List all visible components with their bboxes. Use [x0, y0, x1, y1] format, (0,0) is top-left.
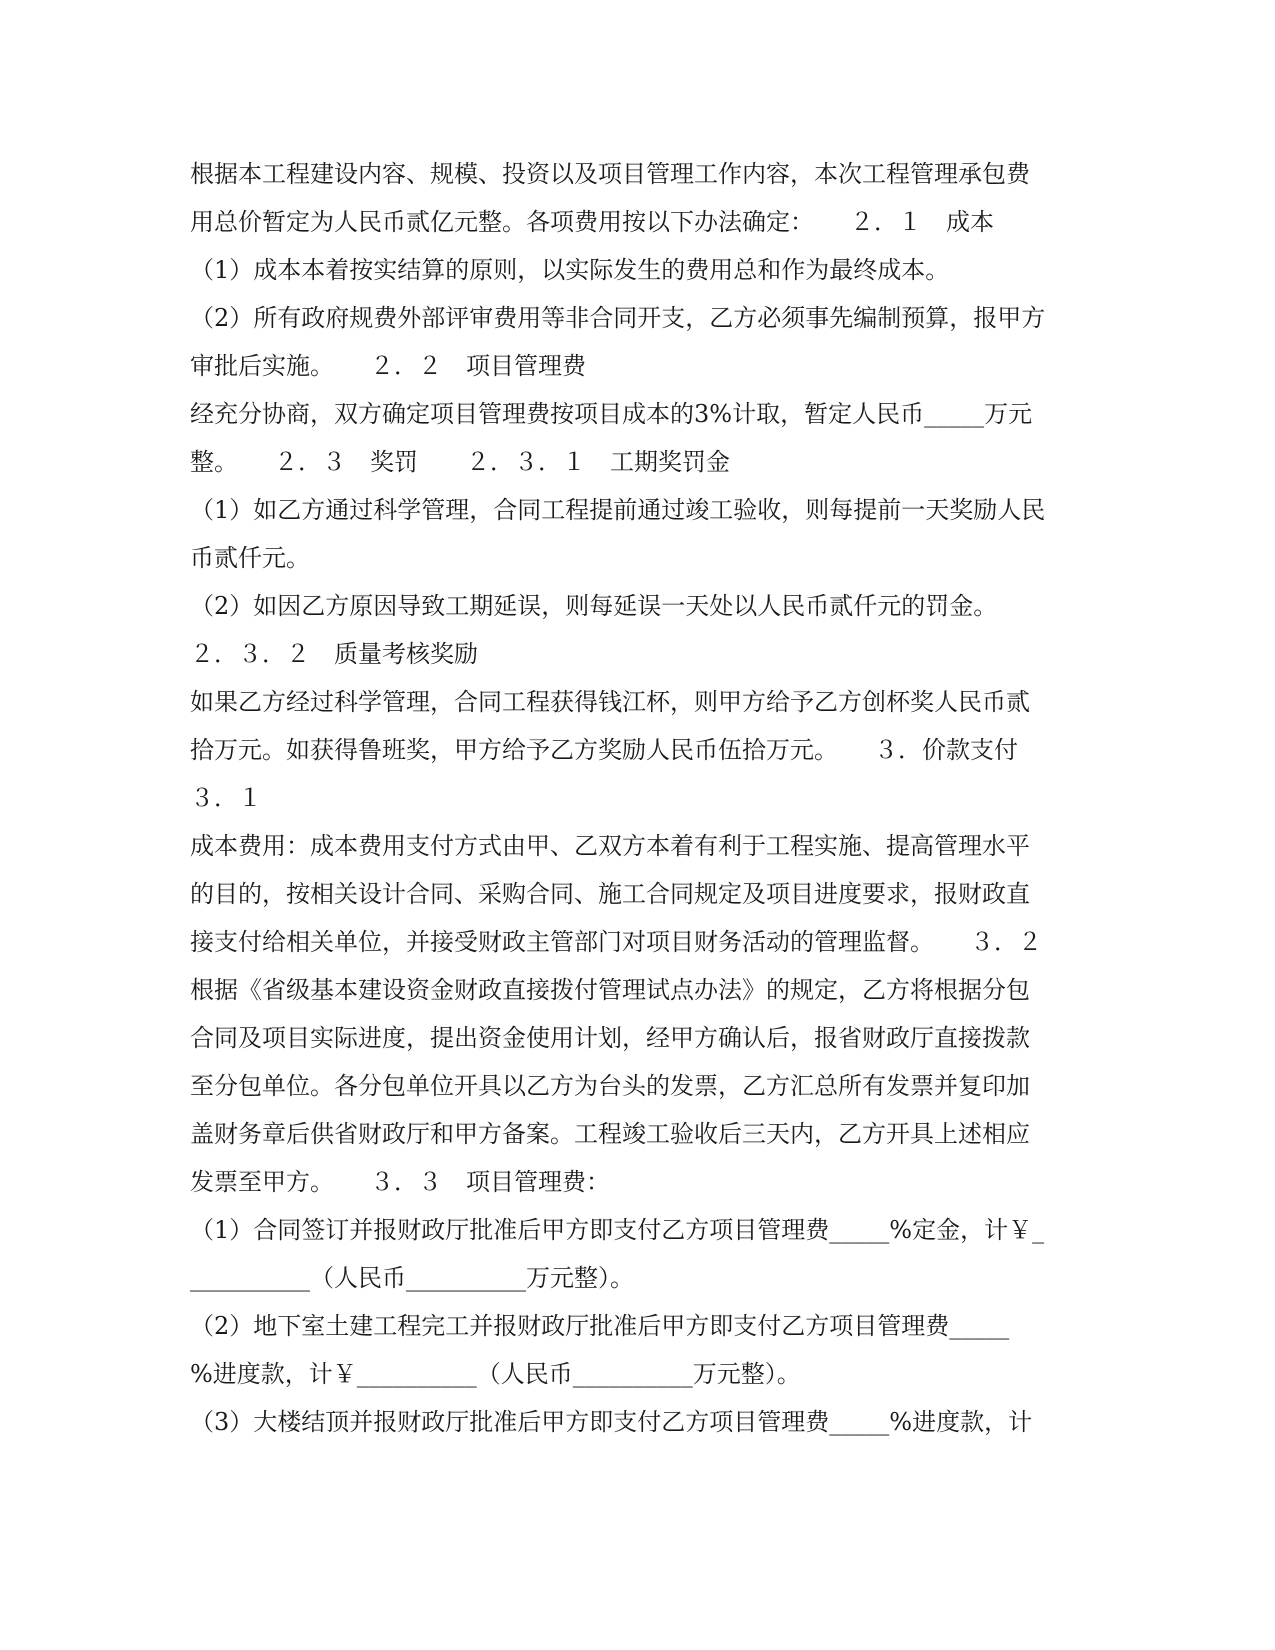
text-line: 至分包单位。各分包单位开具以乙方为台头的发票，乙方汇总所有发票并复印加 [190, 1072, 1030, 1100]
text-line: 成本费用：成本费用支付方式由甲、乙双方本着有利于工程实施、提高管理水平 [190, 832, 1030, 860]
text-line: ３．１ [190, 784, 262, 812]
text-line: 拾万元。如获得鲁班奖，甲方给予乙方奖励人民币伍拾万元。 ３．价款支付 [190, 736, 1018, 764]
text-line: 经充分协商，双方确定项目管理费按项目成本的3%计取，暂定人民币_____万元 [190, 400, 1033, 428]
text-line: 币贰仟元。 [190, 544, 310, 572]
text-line: 审批后实施。 ２．２ 项目管理费 [190, 352, 586, 380]
text-line: 如果乙方经过科学管理，合同工程获得钱江杯，则甲方给予乙方创杯奖人民币贰 [190, 688, 1030, 716]
text-line: 接支付给相关单位，并接受财政主管部门对项目财务活动的管理监督。 ３．２ [190, 928, 1042, 956]
text-line: ２．３．２ 质量考核奖励 [190, 640, 478, 668]
text-line: 盖财务章后供省财政厅和甲方备案。工程竣工验收后三天内，乙方开具上述相应 [190, 1120, 1030, 1148]
text-line: 整。 ２．３ 奖罚 ２．３．１ 工期奖罚金 [190, 448, 730, 476]
text-line: （3）大楼结顶并报财政厅批准后甲方即支付乙方项目管理费_____%进度款，计 [190, 1408, 1033, 1436]
text-line: （2）所有政府规费外部评审费用等非合同开支，乙方必须事先编制预算，报甲方 [190, 304, 1046, 332]
text-line: 的目的，按相关设计合同、采购合同、施工合同规定及项目进度要求，报财政直 [190, 880, 1030, 908]
text-line: 根据《省级基本建设资金财政直接拨付管理试点办法》的规定，乙方将根据分包 [190, 976, 1030, 1004]
text-line: （2）地下室土建工程完工并报财政厅批准后甲方即支付乙方项目管理费_____ [190, 1312, 1010, 1340]
text-line: 合同及项目实际进度，提出资金使用计划，经甲方确认后，报省财政厅直接拨款 [190, 1024, 1030, 1052]
text-line: 发票至甲方。 ３．３ 项目管理费： [190, 1168, 610, 1196]
text-line: 根据本工程建设内容、规模、投资以及项目管理工作内容，本次工程管理承包费 [190, 160, 1030, 188]
text-line: 用总价暂定为人民币贰亿元整。各项费用按以下办法确定： ２．１ 成本 [190, 208, 994, 236]
text-line: （1）成本本着按实结算的原则，以实际发生的费用总和作为最终成本。 [190, 256, 950, 284]
document-body [190, 150, 1070, 1446]
text-line: %进度款，计￥__________（人民币__________万元整）。 [190, 1360, 801, 1388]
text-line: （1）合同签订并报财政厅批准后甲方即支付乙方项目管理费_____%定金，计￥_ [190, 1216, 1045, 1244]
text-line: __________（人民币__________万元整）。 [190, 1264, 634, 1292]
text-line: （1）如乙方通过科学管理，合同工程提前通过竣工验收，则每提前一天奖励人民 [190, 496, 1046, 524]
text-line: （2）如因乙方原因导致工期延误，则每延误一天处以人民币贰仟元的罚金。 [190, 592, 998, 620]
